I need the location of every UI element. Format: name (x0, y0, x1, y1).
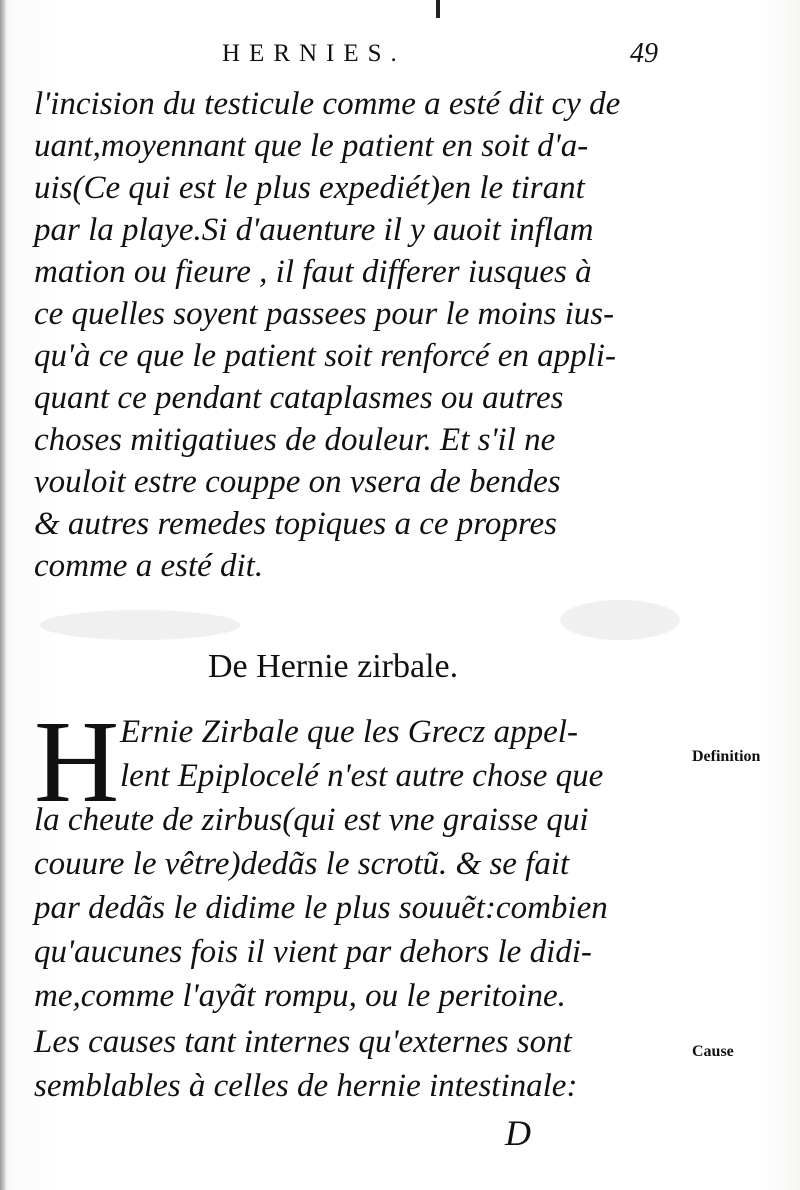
text-line: mation ou fieure , il faut differer iusques à (34, 254, 592, 290)
text-line: quant ce pendant cataplasmes ou autres (34, 380, 564, 416)
marginal-note-definition: Definition (692, 748, 761, 765)
gutter-mark (436, 0, 440, 18)
text-line: vouloit estre couppe on vsera de bendes (34, 464, 561, 500)
paper-stain (560, 600, 680, 640)
text-line: par la playe.Si d'auenture il y auoit inflam (34, 212, 594, 248)
section-heading: De Hernie zirbale. (208, 648, 459, 685)
text-line: la cheute de zirbus(qui est vne graisse qui (34, 802, 589, 838)
paper-stain (40, 610, 240, 640)
text-line: semblables à celles de hernie intestinale: (34, 1068, 578, 1104)
text-line: qu'aucunes fois il vient par dehors le didi- (34, 934, 592, 970)
text-line: & autres remedes topiques a ce propres (34, 506, 558, 542)
text-line: choses mitigatiues de douleur. Et s'il ne (34, 422, 556, 458)
text-line: uant,moyennant que le patient en soit d'a- (34, 128, 589, 164)
text-line: par dedãs le didime le plus souuẽt:combien (34, 890, 608, 926)
drop-cap: H (34, 696, 120, 827)
text-line: me,comme l'ayãt rompu, ou le peritoine. (34, 978, 566, 1014)
text-line: ce quelles soyent passees pour le moins ius- (34, 296, 615, 332)
text-line: Ernie Zirbale que les Grecz appel- (120, 714, 578, 750)
text-line: qu'à ce que le patient soit renforcé en appli- (34, 338, 616, 374)
text-line: couure le vêtre)dedãs le scrotũ. & se fait (34, 846, 570, 882)
page-number: 49 (630, 38, 658, 69)
text-line: Les causes tant internes qu'externes sont (34, 1024, 572, 1060)
text-line: comme a esté dit. (34, 548, 264, 584)
marginal-note-cause: Cause (692, 1043, 734, 1060)
catchword: D (505, 1113, 531, 1153)
text-line: l'incision du testicule comme a esté dit cy de (34, 86, 621, 122)
page-edge-shadow (0, 0, 6, 1190)
text-line: lent Epiplocelé n'est autre chose que (120, 758, 604, 794)
text-line: uis(Ce qui est le plus expediét)en le tirant (34, 170, 585, 206)
running-head: HERNIES. (222, 40, 406, 67)
